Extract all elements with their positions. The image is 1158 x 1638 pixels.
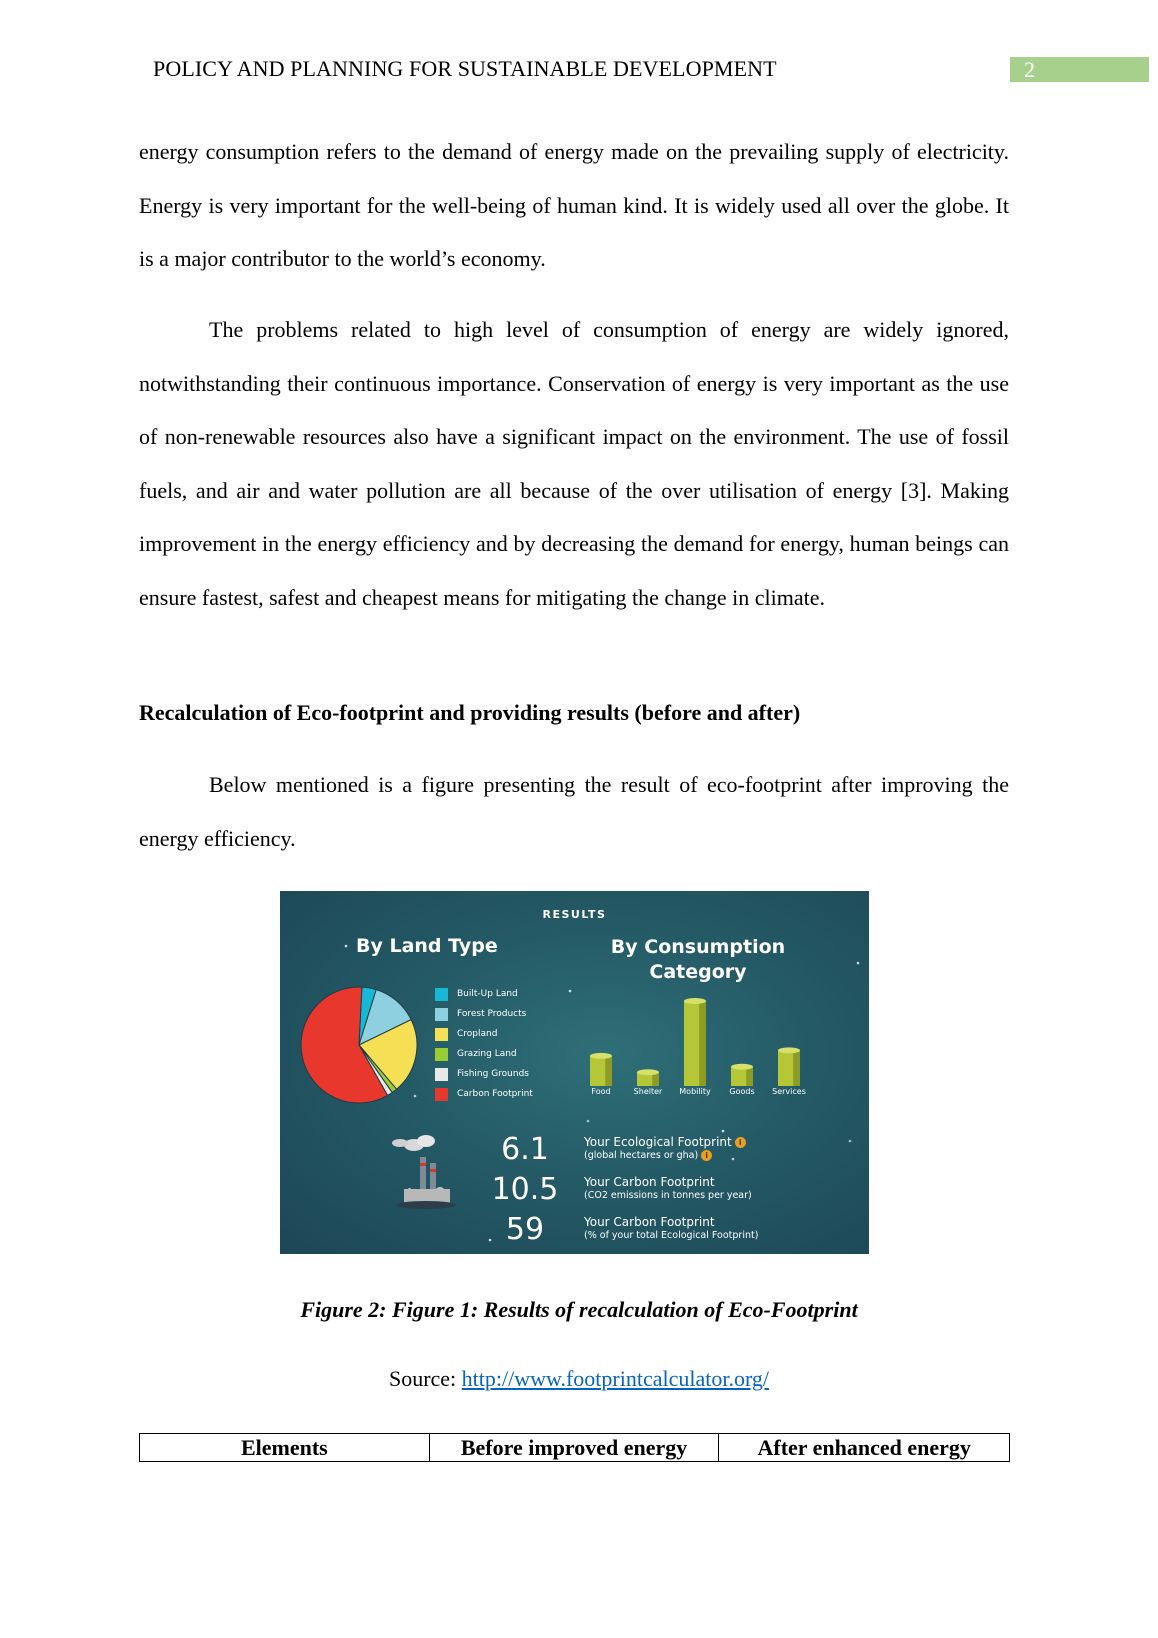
- legend-item: [435, 984, 533, 1004]
- table-header-elements: Elements: [140, 1434, 430, 1462]
- legend-item: [435, 1004, 533, 1024]
- consumption-title-line2: Category: [649, 961, 747, 983]
- carbon-footprint-percent-unit: (% of your total Ecological Footprint): [584, 1230, 759, 1241]
- ecological-footprint-label: [584, 1135, 746, 1163]
- body-paragraph-1: energy consumption refers to the demand of energy made on the prevailing supply of electricity. Energy is very important for the well-being of human kind. It is widely used all over the globe. It is a major contributor to the world’s economy.: [139, 139, 1009, 271]
- source-link[interactable]: http://www.footprintcalculator.org/: [461, 1366, 770, 1391]
- source-prefix: Source:: [388, 1366, 462, 1391]
- carbon-footprint-percent-value: 59: [505, 1212, 545, 1247]
- ecological-footprint-unit-text: (global hectares or gha): [584, 1150, 699, 1161]
- carbon-footprint-percent-title: Your Carbon Footprint: [584, 1215, 715, 1229]
- table-header-row: [140, 1434, 1010, 1462]
- figure-source: [0, 1366, 1158, 1392]
- ecological-footprint-title: Your Ecological Footprint: [584, 1135, 732, 1149]
- legend-label: Forest Products: [457, 1009, 527, 1019]
- legend-swatch: [435, 1088, 448, 1101]
- legend-swatch: [435, 1068, 448, 1081]
- legend-swatch: [435, 988, 448, 1001]
- legend-swatch: [435, 1028, 448, 1041]
- legend-swatch: [435, 1008, 448, 1021]
- consumption-title-line1: By Consumption: [610, 936, 786, 958]
- land-type-legend: [435, 984, 533, 1104]
- carbon-footprint-percent-label: [584, 1215, 758, 1243]
- legend-label: Grazing Land: [457, 1049, 517, 1059]
- page-number: 2: [1010, 57, 1149, 82]
- carbon-footprint-tonnes-label: [584, 1175, 752, 1203]
- ecological-footprint-value: 6.1: [501, 1132, 549, 1167]
- carbon-footprint-tonnes-value: 10.5: [491, 1172, 559, 1207]
- bar-food: [590, 1053, 612, 1086]
- bar-label-shelter: Shelter: [633, 1087, 663, 1096]
- legend-swatch: [435, 1048, 448, 1061]
- eco-footprint-results-figure: [280, 891, 869, 1254]
- results-label: RESULTS: [542, 908, 607, 921]
- bar-mobility: [684, 998, 706, 1086]
- land-type-title: By Land Type: [356, 935, 498, 957]
- legend-label: Fishing Grounds: [457, 1069, 529, 1079]
- legend-label: Cropland: [457, 1029, 498, 1039]
- running-header-title: POLICY AND PLANNING FOR SUSTAINABLE DEVELOPMENT: [153, 56, 777, 81]
- consumption-bar-chart: [590, 986, 830, 1086]
- carbon-footprint-tonnes-title: Your Carbon Footprint: [584, 1175, 715, 1189]
- table-header-after: After enhanced energy: [719, 1434, 1010, 1462]
- info-circle-icon[interactable]: i: [701, 1150, 712, 1161]
- factory-icon: [384, 1129, 464, 1225]
- bar-label-food: Food: [591, 1087, 611, 1096]
- bar-label-services: Services: [772, 1087, 806, 1096]
- body-paragraph-2: The problems related to high level of consumption of energy are widely ignored, notwithstanding their continuous importance. Conservation of energy is very important as the use of non-renewable resources also have a significant impact on the environment. The use of fossil fuels, and air and water pollution are all because of the over utilisation of energy [3]. Making improvement in the energy efficiency and by decreasing the demand for energy, human beings can ensure fastest, safest and cheapest means for mitigating the change in climate.: [139, 317, 1009, 610]
- legend-item: [435, 1044, 533, 1064]
- figure-intro-paragraph: Below mentioned is a figure presenting the result of eco-footprint after improving the energy efficiency.: [139, 772, 1009, 851]
- bar-goods: [731, 1064, 753, 1086]
- figure-caption: Figure 2: Figure 1: Results of recalculation of Eco-Footprint: [300, 1297, 858, 1322]
- ecological-footprint-unit: [584, 1149, 746, 1163]
- info-circle-icon[interactable]: i: [735, 1137, 746, 1148]
- legend-label: Carbon Footprint: [457, 1089, 533, 1099]
- bar-label-goods: Goods: [729, 1087, 755, 1096]
- bar-services: [778, 1047, 800, 1086]
- carbon-footprint-tonnes-unit: (CO2 emissions in tonnes per year): [584, 1190, 752, 1201]
- legend-label: Built-Up Land: [457, 989, 518, 999]
- land-type-pie-chart: [298, 984, 420, 1106]
- bar-shelter: [637, 1069, 659, 1086]
- legend-item: [435, 1064, 533, 1084]
- legend-item: [435, 1024, 533, 1044]
- legend-item: [435, 1084, 533, 1104]
- comparison-table: [139, 1433, 1010, 1462]
- table-header-before: Before improved energy: [429, 1434, 719, 1462]
- bar-label-mobility: Mobility: [679, 1087, 711, 1096]
- section-heading: Recalculation of Eco-footprint and providing results (before and after): [139, 700, 801, 725]
